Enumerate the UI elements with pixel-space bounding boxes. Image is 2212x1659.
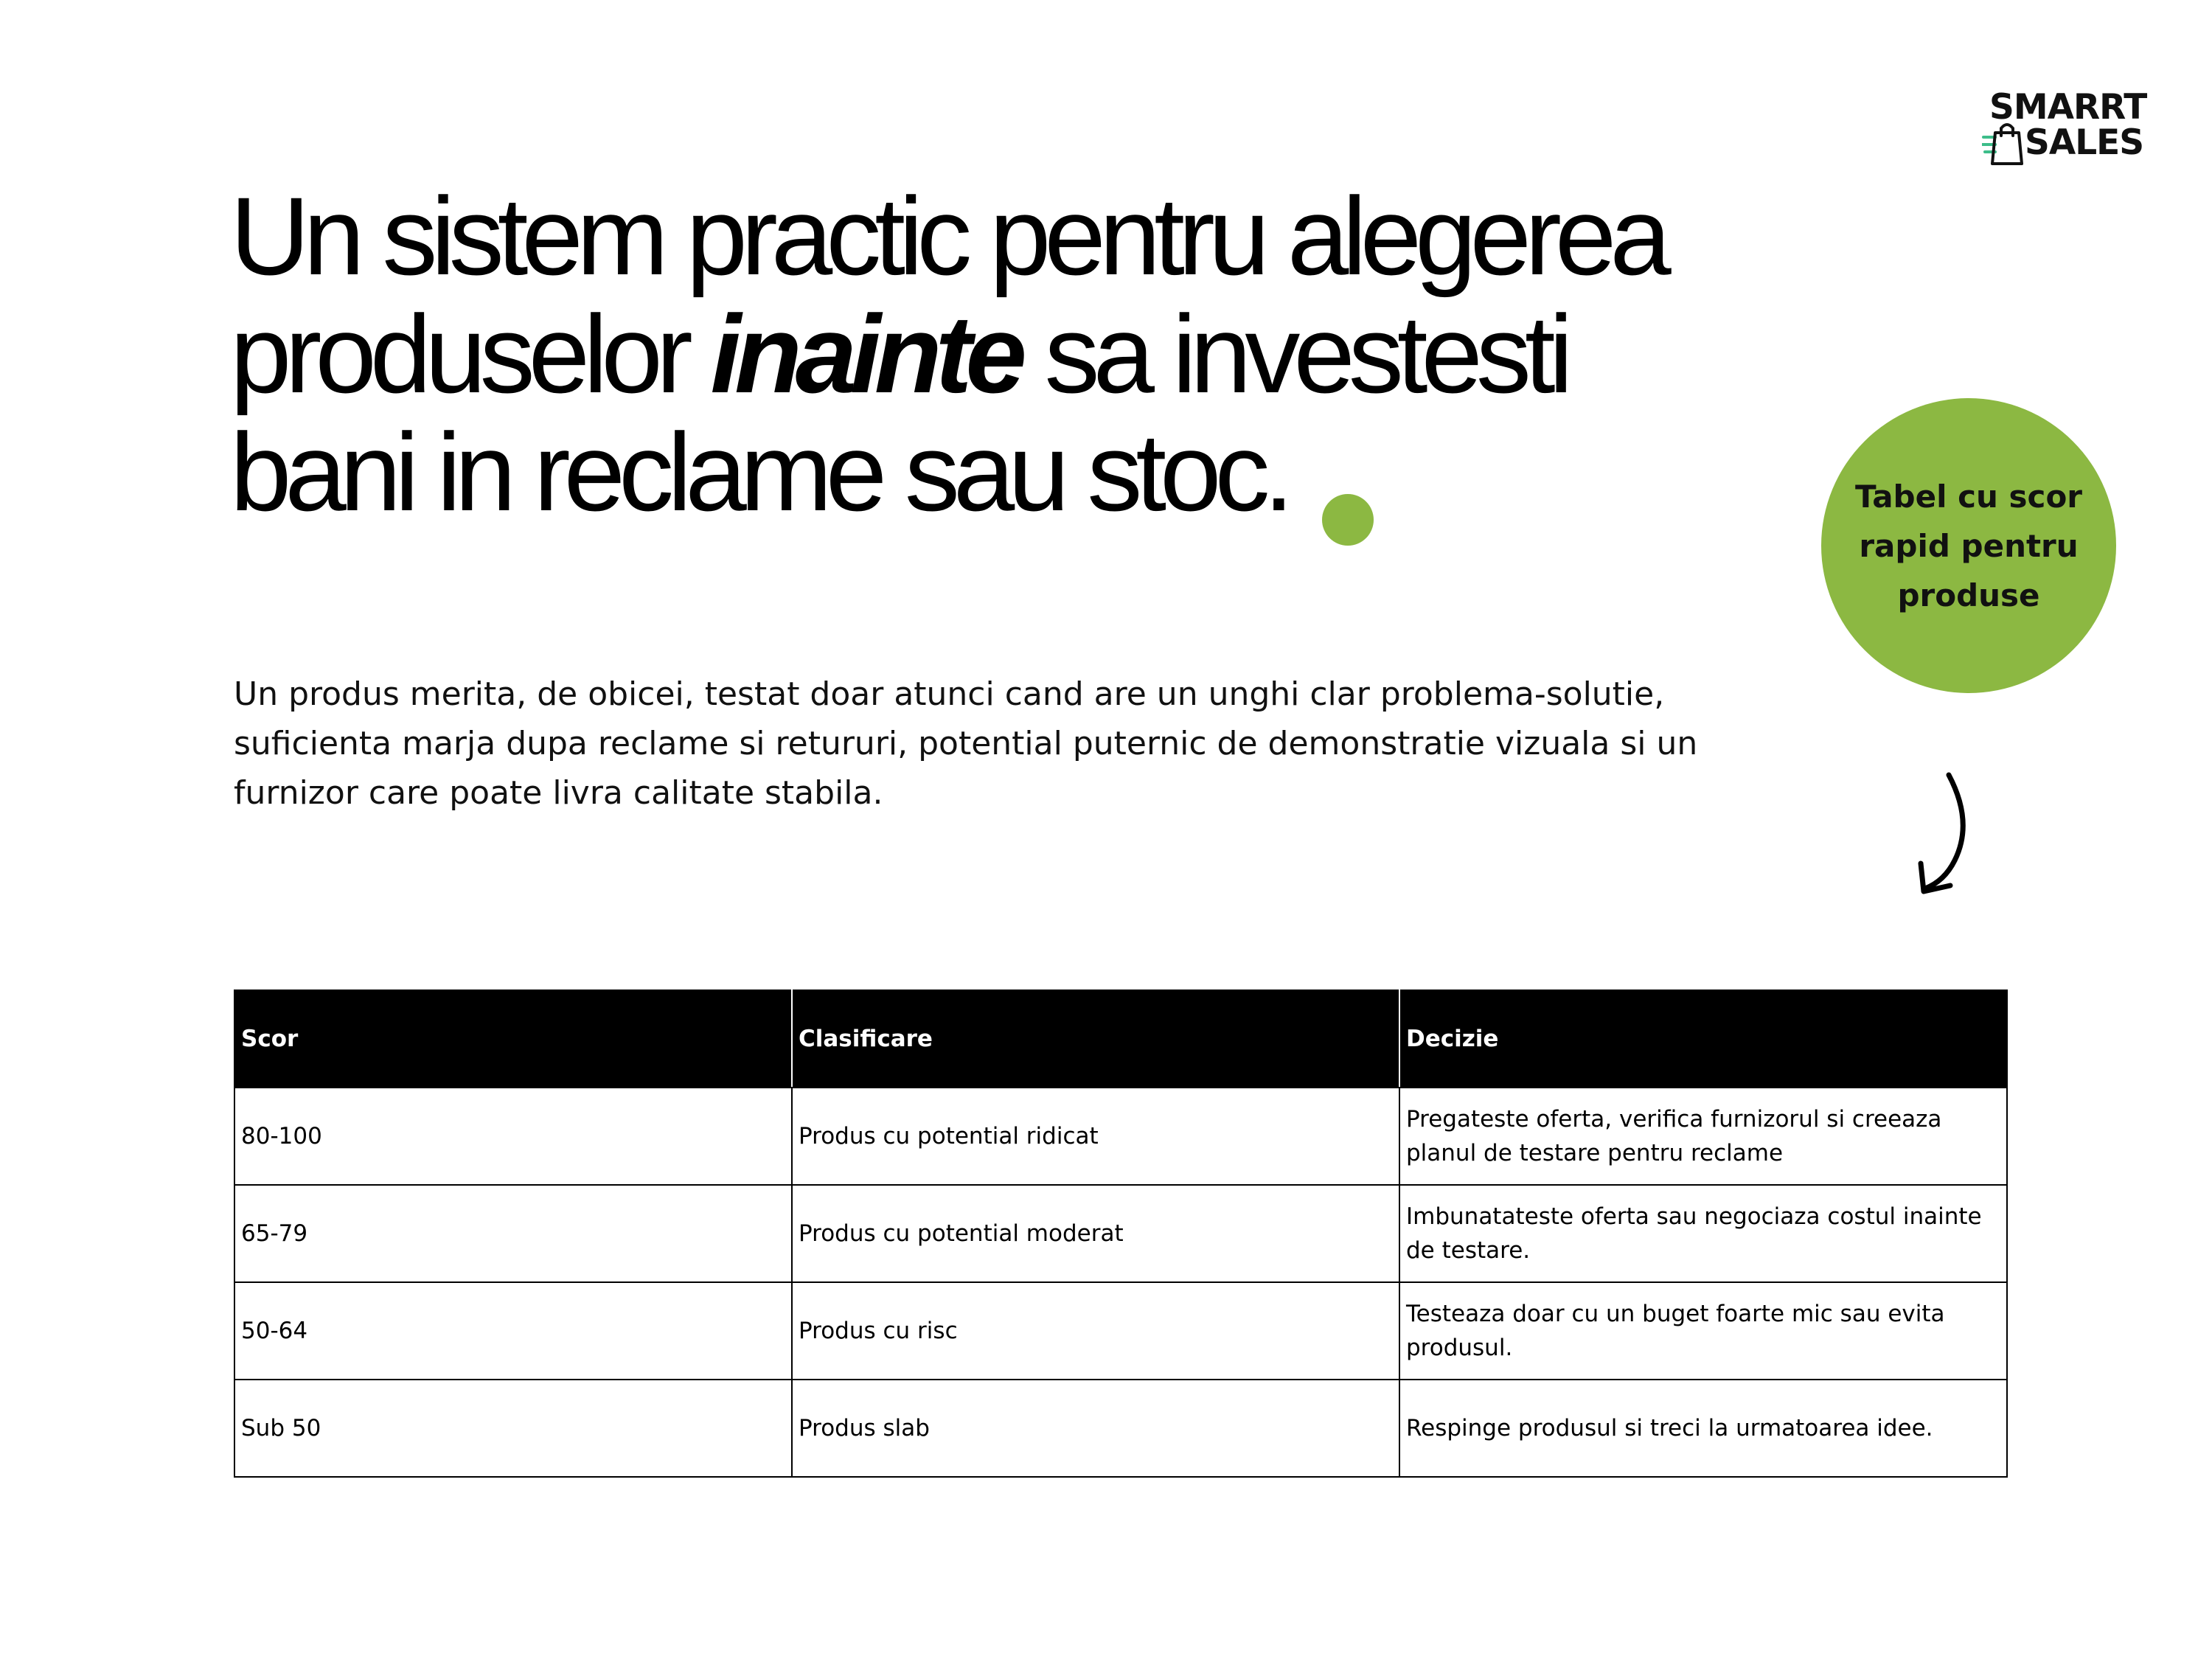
accent-dot bbox=[1322, 494, 1374, 546]
brand-logo bbox=[1982, 87, 2159, 168]
table-row bbox=[234, 1185, 2007, 1282]
title-line-2-start: produselor bbox=[230, 292, 711, 416]
title-line-2 bbox=[230, 292, 1852, 416]
title-emphasis: inainte bbox=[710, 292, 1020, 416]
logo-line2: SALES bbox=[2025, 122, 2144, 163]
shopping-bag-icon bbox=[1982, 121, 2023, 167]
title-line-1: Un sistem practic pentru alegerea bbox=[230, 174, 1665, 298]
cell-decision: Testeaza doar cu un buget foarte mic sau evita produsul. bbox=[1399, 1282, 2007, 1380]
cell-score: 50-64 bbox=[234, 1282, 792, 1380]
cell-decision: Respinge produsul si treci la urmatoarea idee. bbox=[1399, 1380, 2007, 1477]
cell-classification: Produs cu risc bbox=[792, 1282, 1399, 1380]
score-table bbox=[234, 990, 2008, 1478]
score-table-badge bbox=[1821, 398, 2116, 693]
cell-score: Sub 50 bbox=[234, 1380, 792, 1477]
curved-arrow-icon bbox=[1906, 771, 1980, 903]
logo-line1: SMARRT bbox=[1989, 87, 2147, 128]
table-row bbox=[234, 1282, 2007, 1380]
badge-label: Tabel cu scor rapid pentru produse bbox=[1854, 478, 2083, 613]
cell-score: 65-79 bbox=[234, 1185, 792, 1282]
cell-classification: Produs slab bbox=[792, 1380, 1399, 1477]
cell-score: 80-100 bbox=[234, 1088, 792, 1185]
cell-decision: Pregateste oferta, verifica furnizorul si creeaza planul de testare pentru reclame bbox=[1399, 1088, 2007, 1185]
header-scor: Scor bbox=[234, 990, 792, 1088]
cell-classification: Produs cu potential moderat bbox=[792, 1185, 1399, 1282]
header-decizie: Decizie bbox=[1399, 990, 2007, 1088]
table-row bbox=[234, 1088, 2007, 1185]
title-line-2-end: sa investesti bbox=[1020, 292, 1567, 416]
title-line-3: bani in reclame sau stoc. bbox=[230, 410, 1288, 534]
cell-classification: Produs cu potential ridicat bbox=[792, 1088, 1399, 1185]
table-header-row bbox=[234, 990, 2007, 1088]
intro-paragraph: Un produs merita, de obicei, testat doar atunci cand are un unghi clar problema-solutie, suficienta marja dupa reclame si retururi, potential puternic de demonstratie vizuala si un furnizor care poate livra calitate stabila. bbox=[234, 675, 1698, 812]
cell-decision: Imbunatateste oferta sau negociaza costul inainte de testare. bbox=[1399, 1185, 2007, 1282]
table-row bbox=[234, 1380, 2007, 1477]
page-title bbox=[230, 174, 1852, 534]
header-clasificare: Clasificare bbox=[792, 990, 1399, 1088]
